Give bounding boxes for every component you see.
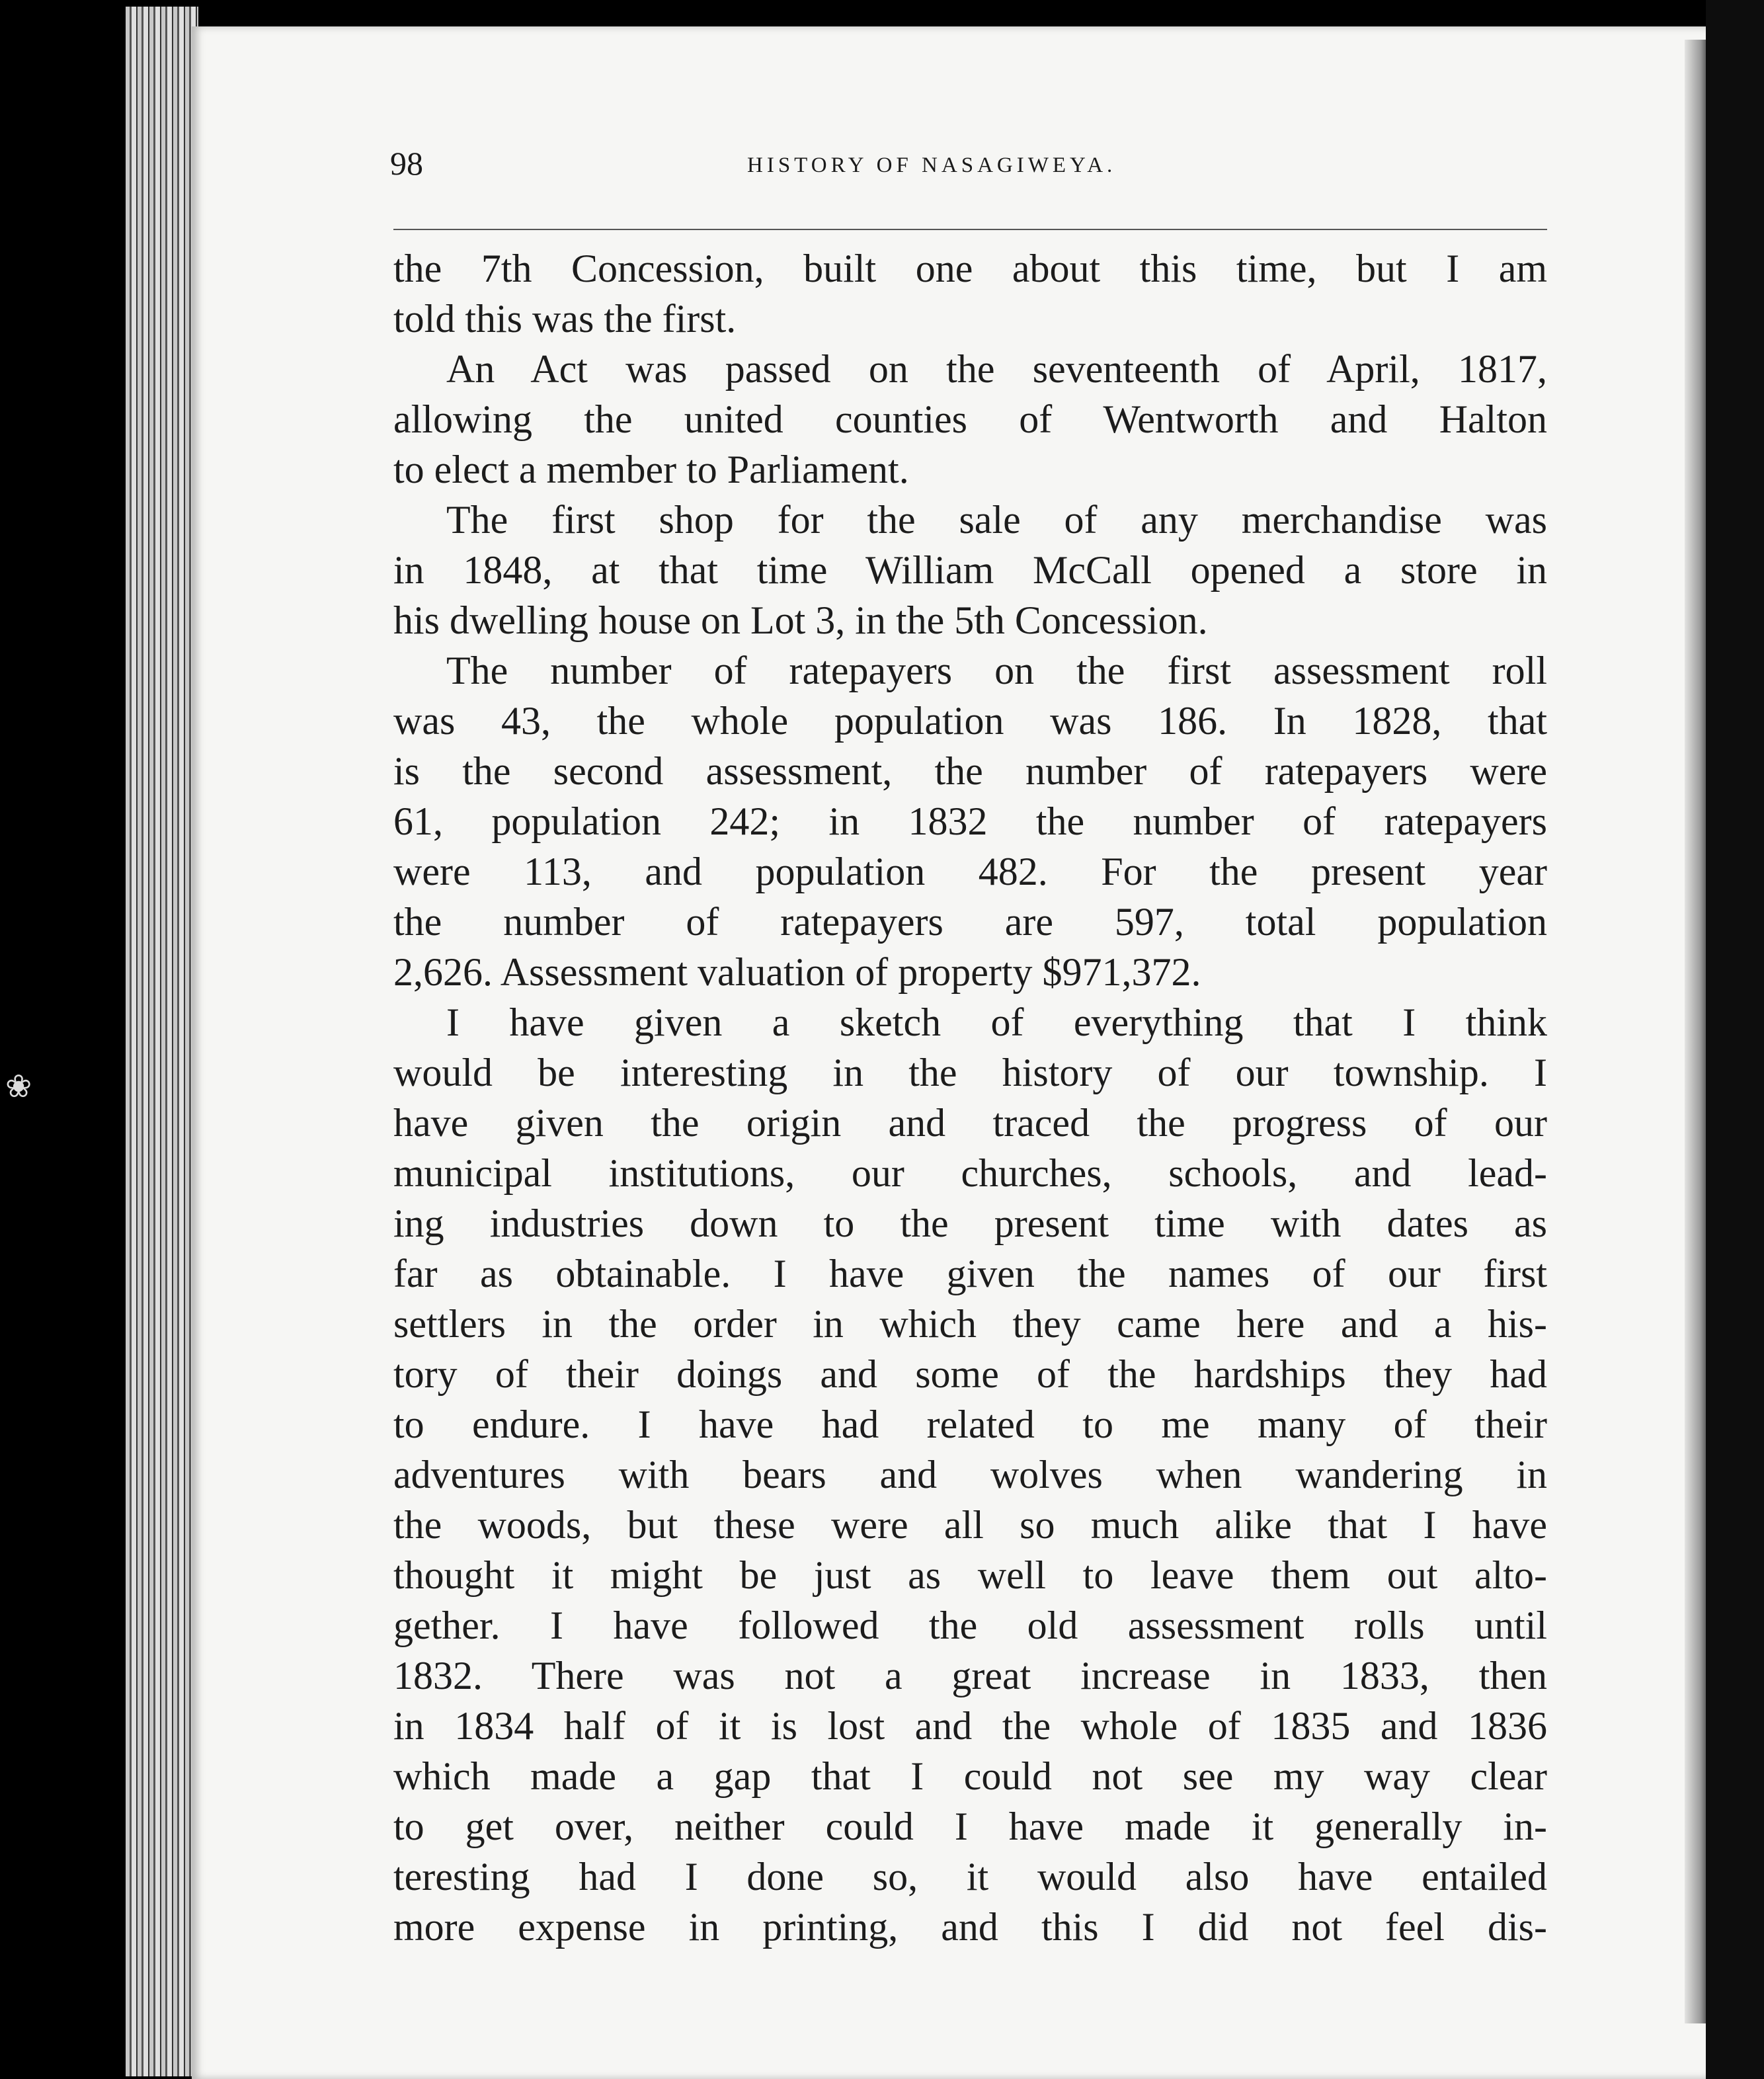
text-line: 61, population 242; in 1832 the number of ratepayers	[393, 799, 1547, 843]
scan-smudge: ❀	[5, 1069, 32, 1104]
text-line: is the second assessment, the number of ratepayers were	[393, 749, 1547, 793]
book-page-edges	[126, 7, 198, 2076]
text-line: teresting had I done so, it would also have entailed	[393, 1855, 1547, 1898]
page-header	[390, 144, 1547, 190]
text-line: the woods, but these were all so much alike that I have	[393, 1503, 1547, 1547]
body-text	[393, 243, 1547, 1952]
text-line: in 1834 half of it is lost and the whole of 1835 and 1836	[393, 1704, 1547, 1748]
text-line: settlers in the order in which they came here and a his-	[393, 1302, 1547, 1346]
text-line: gether. I have followed the old assessment rolls until	[393, 1604, 1547, 1647]
text-line: would be interesting in the history of our township. I	[393, 1051, 1547, 1094]
text-line: to endure. I have had related to me many of their	[393, 1403, 1547, 1446]
text-line: An Act was passed on the seventeenth of April, 1817,	[446, 347, 1547, 391]
text-line: I have given a sketch of everything that I think	[446, 1000, 1547, 1044]
text-line: the 7th Concession, built one about this time, but I am	[393, 247, 1547, 290]
text-line: ing industries down to the present time with dates as	[393, 1202, 1547, 1245]
page-number: 98	[390, 145, 423, 182]
text-line: far as obtainable. I have given the names of our first	[393, 1252, 1547, 1295]
text-line: thought it might be just as well to leave them out alto-	[393, 1553, 1547, 1597]
text-line: told this was the first.	[393, 297, 737, 341]
text-line: to get over, neither could I have made it generally in-	[393, 1805, 1547, 1848]
text-line: more expense in printing, and this I did not feel dis-	[393, 1905, 1547, 1949]
text-line: in 1848, at that time William McCall opened a store in	[393, 548, 1547, 592]
text-line: municipal institutions, our churches, schools, and lead-	[393, 1151, 1547, 1195]
text-line: allowing the united counties of Wentworth and Halton	[393, 397, 1547, 441]
text-line: have given the origin and traced the progress of our	[393, 1101, 1547, 1145]
text-line: his dwelling house on Lot 3, in the 5th Concession.	[393, 598, 1208, 642]
header-rule	[393, 229, 1547, 230]
text-line: 1832. There was not a great increase in 1833, then	[393, 1654, 1547, 1697]
text-line: which made a gap that I could not see my way clear	[393, 1754, 1547, 1798]
text-line: were 113, and population 482. For the present year	[393, 850, 1547, 893]
text-line: 2,626. Assessment valuation of property $971,372.	[393, 950, 1201, 994]
text-line: tory of their doings and some of the hardships they had	[393, 1352, 1547, 1396]
text-line: to elect a member to Parliament.	[393, 448, 909, 491]
text-line: was 43, the whole population was 186. In 1828, that	[393, 699, 1547, 743]
binding-gutter	[1706, 0, 1764, 2079]
running-title: HISTORY OF NASAGIWEYA.	[747, 153, 1117, 177]
text-line: adventures with bears and wolves when wandering in	[393, 1453, 1547, 1496]
text-line: The number of ratepayers on the first assessment roll	[446, 649, 1547, 692]
text-line: the number of ratepayers are 597, total population	[393, 900, 1547, 944]
text-line: The first shop for the sale of any merchandise was	[446, 498, 1547, 542]
